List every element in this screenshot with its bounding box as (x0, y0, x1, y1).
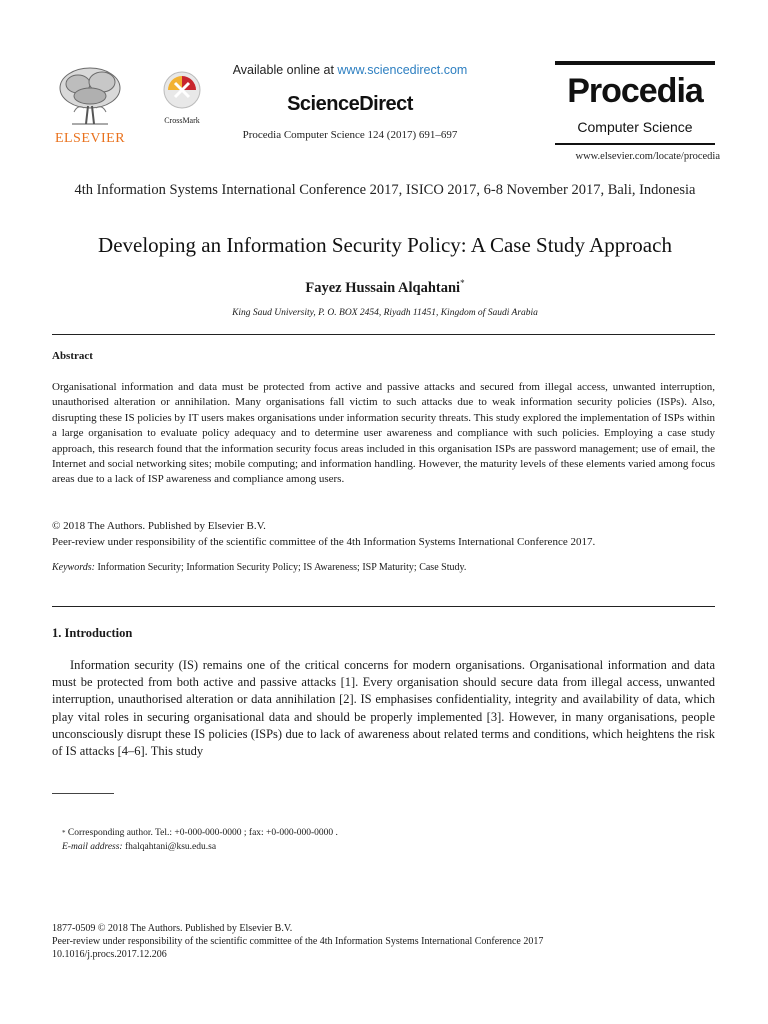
page-footer (52, 922, 715, 961)
crossmark-icon (162, 70, 202, 110)
email-label: E-mail address: (62, 842, 123, 852)
introduction-text: Information security (IS) remains one of the critical concerns for modern organisations. Organisational information and data must be protected from both active and passive attacks [1]. Every organisation should secure data from illegal access, unwanted interruption, unauthorised alteration or data annihilation [2]. IS emphasises confidentiality, integrity and availability of data, which play vital roles in securing organisational data and should be properly implemented [3]. However, in many organisations, people unconsciously disrupt these IS policies (ISPs) due to lack of awareness about related terms and conditions, which heightens the risk of IS attacks [4–6]. This study (52, 658, 715, 759)
introduction-heading: 1. Introduction (52, 626, 133, 640)
copyright-block (52, 518, 715, 550)
crossmark-label: CrossMark (164, 116, 200, 125)
author-name-text: Fayez Hussain Alqahtani (305, 279, 461, 296)
keywords-label: Keywords: (52, 562, 95, 573)
footnote-mark: * (62, 829, 66, 837)
footnote-block (62, 826, 338, 854)
procedia-title: Procedia (567, 72, 703, 110)
available-online-prefix: Available online at (232, 63, 334, 77)
email-address-link[interactable]: fhalqahtani@ksu.edu.sa (124, 842, 217, 852)
keywords-line (52, 562, 715, 573)
sciencedirect-brand: ScienceDirect (287, 93, 413, 115)
peer-review-line: Peer-review under responsibility of the scientific committee of the 4th Information Systems International Conference 2017. (52, 536, 596, 548)
author-affiliation: King Saud University, P. O. BOX 2454, Riyadh 11451, Kingdom of Saudi Arabia (232, 308, 538, 318)
procedia-logo (555, 61, 715, 145)
corresponding-author-text: Corresponding author. Tel.: +0-000-000-0000 ; fax: +0-000-000-0000 . (67, 828, 338, 838)
abstract-text: Organisational information and data must be protected from active and passive attacks and secured from illegal access, unwanted interruption, unauthorised alteration or annihilation. Many organisations fall victim to such attacks due to weak information security policies (ISPs). Also, disrupting these IS policies by IT users makes organisations under information security threats. This study explored the implementation of ISPs within a large organisation to evaluate policy adequacy and to determine user awareness and compliance with such policies. Employing a case study approach, this research found that the information security focus areas included in this organisation ISPs are password management; use of email, the Internet and social networking sites; mobile computing; and information handling. However, the maturity levels of these elements varied among focus areas due to a lack of ISP awareness and compliance among users. (52, 381, 715, 486)
copyright-line: © 2018 The Authors. Published by Elsevier B.V. (52, 520, 266, 532)
divider-bottom (52, 606, 715, 607)
keywords-list: Information Security; Information Security Policy; IS Awareness; ISP Maturity; Case Study. (97, 562, 467, 573)
available-online-line (220, 63, 480, 77)
divider-top (52, 334, 715, 335)
crossmark-badge[interactable] (160, 70, 204, 125)
abstract-heading: Abstract (52, 350, 93, 362)
paper-title: Developing an Information Security Policy: A Case Study Approach (98, 233, 672, 257)
sciencedirect-link[interactable]: www.sciencedirect.com (337, 63, 468, 77)
footer-peer-review-line: Peer-review under responsibility of the scientific committee of the 4th Information Systems International Conference 2017 (52, 936, 544, 947)
elsevier-wordmark: ELSEVIER (54, 131, 126, 146)
journal-reference: Procedia Computer Science 124 (2017) 691–697 (242, 129, 458, 141)
corresponding-author-line (62, 826, 338, 840)
author-footnote-mark[interactable]: * (460, 278, 465, 288)
procedia-subtitle: Computer Science (577, 119, 693, 135)
issn-line: 1877-0509 © 2018 The Authors. Published by Elsevier B.V. (52, 923, 293, 934)
conference-line: 4th Information Systems International Conference 2017, ISICO 2017, 6-8 November 2017, Bali, Indonesia (74, 182, 696, 198)
author-name (100, 278, 670, 297)
doi-link[interactable]: 10.1016/j.procs.2017.12.206 (52, 949, 167, 960)
elsevier-url-link[interactable]: www.elsevier.com/locate/procedia (575, 151, 720, 162)
footnote-divider (52, 793, 114, 794)
email-line (62, 840, 338, 854)
